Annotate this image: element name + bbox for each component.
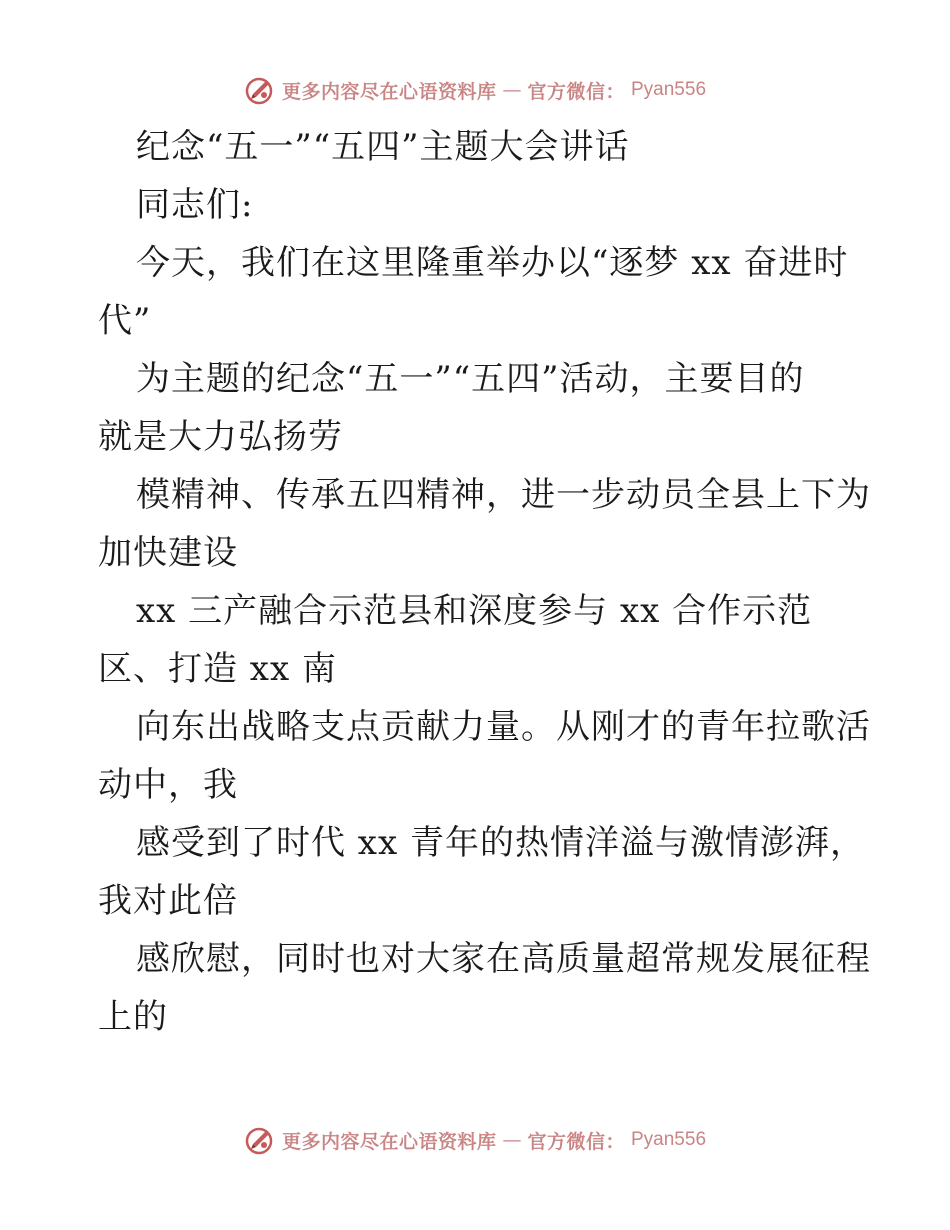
watermark-account: Pyan556: [631, 1129, 707, 1150]
paragraph-line: 感欣慰，同时也对大家在高质量超常规发展征程: [136, 939, 871, 979]
paragraph-line: 加快建设: [98, 533, 238, 573]
header-watermark: [0, 74, 950, 106]
paragraph-line: 模精神、传承五四精神，进一步动员全县上下为: [136, 475, 871, 515]
paragraph-line: 动中，我: [98, 765, 238, 805]
paragraph-line: 向东出战略支点贡献力量。从刚才的青年拉歌活: [136, 707, 871, 747]
watermark-dash: —: [502, 1129, 522, 1151]
document-body: [98, 118, 871, 1046]
pen-logo-icon: [244, 1124, 276, 1156]
paragraph-line: 我对此倍: [98, 881, 238, 921]
watermark-account: Pyan556: [631, 79, 707, 100]
watermark-dash: —: [502, 79, 522, 101]
paragraph-line: 为主题的纪念“五一”“五四”活动，主要目的: [136, 359, 805, 399]
paragraph-line: 感受到了时代 xx 青年的热情洋溢与激情澎湃，: [136, 823, 865, 863]
watermark-label: 官方微信：: [527, 1130, 625, 1153]
watermark-label: 官方微信：: [527, 80, 625, 103]
paragraph-line: 上的: [98, 997, 168, 1037]
paragraph-line: 区、打造 xx 南: [98, 649, 337, 689]
document-title: 纪念“五一”“五四”主题大会讲话: [136, 127, 630, 167]
footer-watermark: [0, 1124, 950, 1156]
watermark-text: 更多内容尽在心语资料库: [281, 1130, 497, 1153]
salutation: 同志们:: [136, 185, 254, 225]
paragraph-line: 代”: [98, 301, 152, 341]
paragraph-line: xx 三产融合示范县和深度参与 xx 合作示范: [136, 591, 813, 631]
paragraph-line: 今天，我们在这里隆重举办以“逐梦 xx 奋进时: [136, 243, 849, 283]
watermark-text: 更多内容尽在心语资料库: [281, 80, 497, 103]
pen-logo-icon: [244, 74, 276, 106]
paragraph-line: 就是大力弘扬劳: [98, 417, 343, 457]
